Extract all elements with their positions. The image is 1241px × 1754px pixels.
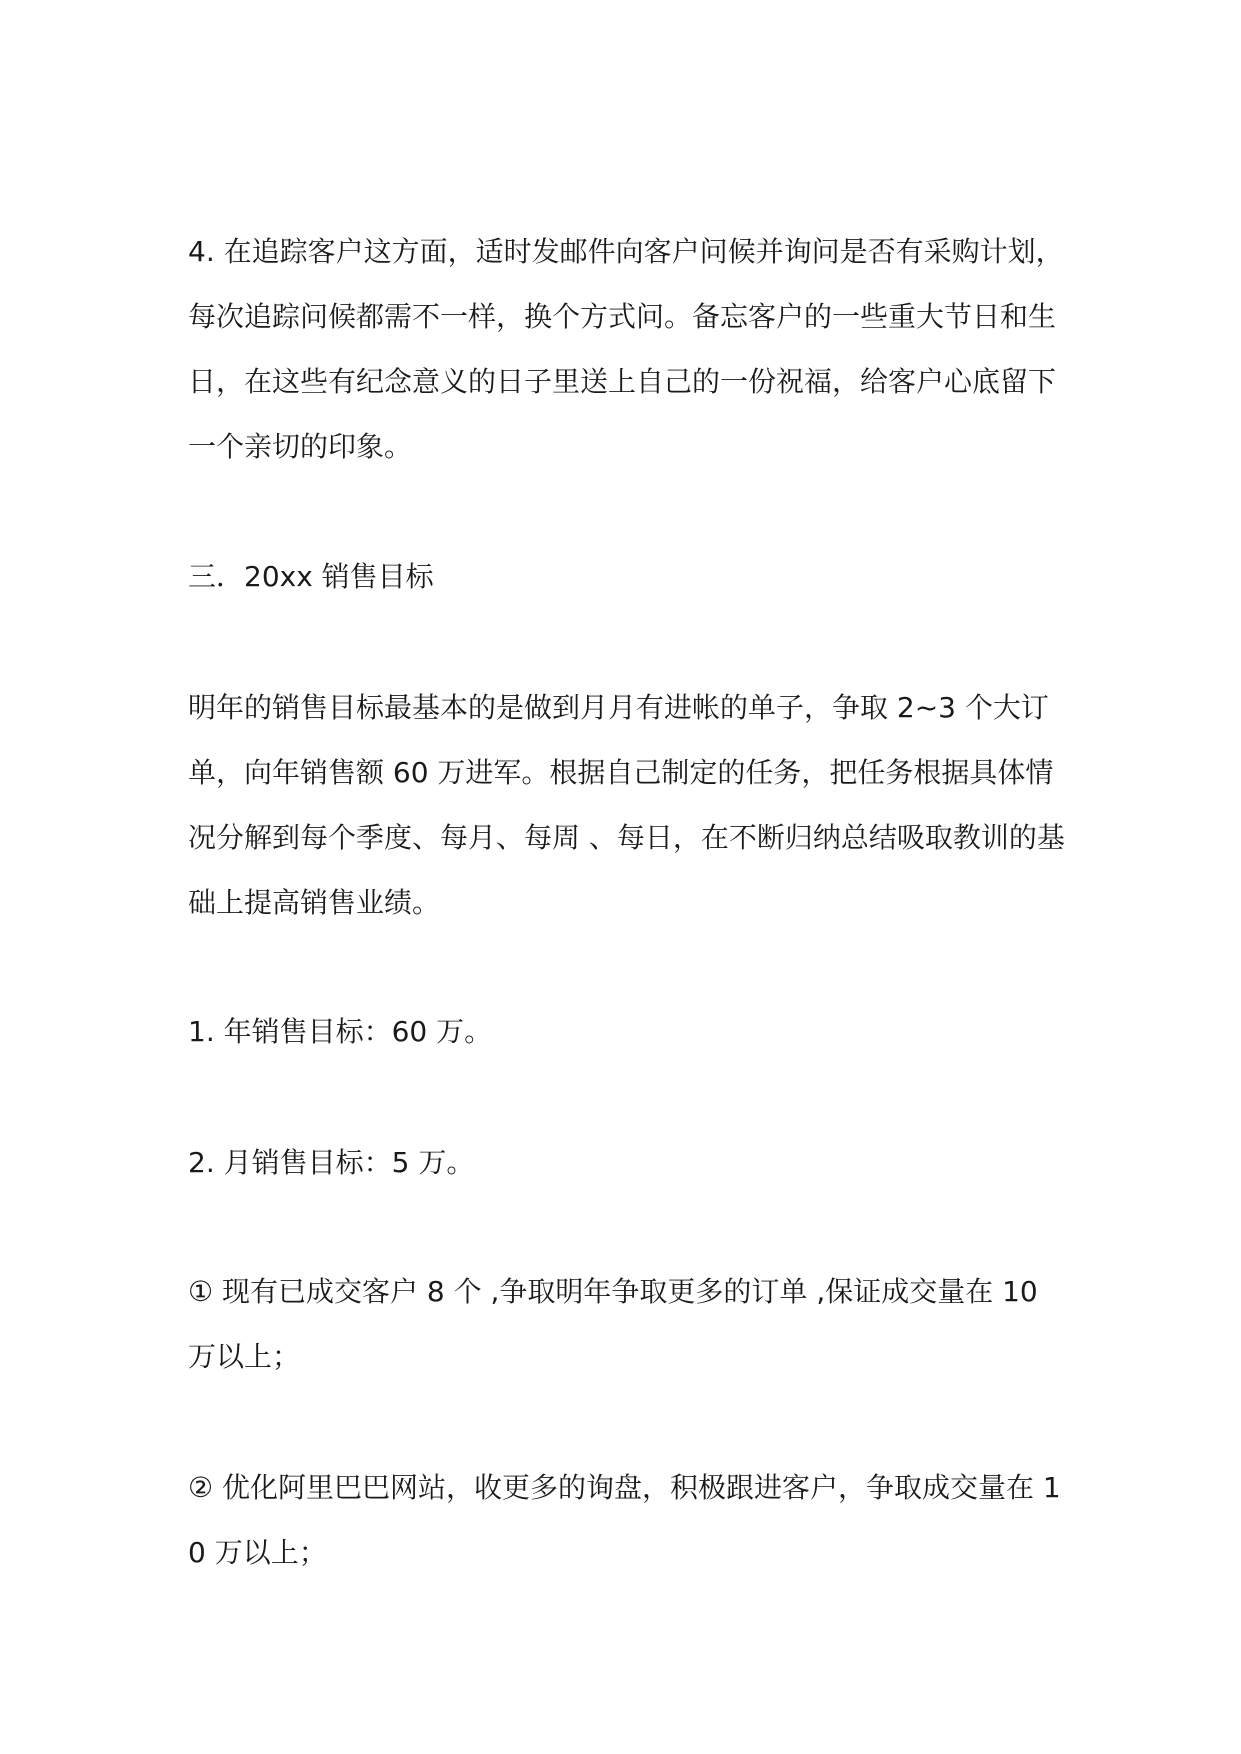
list-item-alibaba-optimization: ② 优化阿里巴巴网站，收更多的询盘，积极跟进客户，争取成交量在 10 万以上； [188, 1471, 1061, 1569]
list-item-annual-target: 1. 年销售目标：60 万。 [188, 1015, 493, 1048]
paragraph-sales-target-summary: 明年的销售目标最基本的是做到月月有进帐的单子，争取 2~3 个大订单，向年销售额 60 万进军。根据自己制定的任务，把任务根据具体情况分解到每个季度、每月、每周 、每日，在不断归纳总结吸取教训的基础上提高销售业绩。 [188, 691, 1065, 919]
paragraph-customer-follow-up: 4. 在追踪客户这方面，适时发邮件向客户问候并询问是否有采购计划，每次追踪问候都需不一样，换个方式问。备忘客户的一些重大节日和生日，在这些有纪念意义的日子里送上自己的一份祝福，给客户心底留下一个亲切的印象。 [188, 235, 1064, 463]
list-item-monthly-target: 2. 月销售目标：5 万。 [188, 1146, 475, 1179]
list-item-existing-clients: ① 现有已成交客户 8 个 ,争取明年争取更多的订单 ,保证成交量在 10 万以上； [188, 1275, 1038, 1373]
section-heading-sales-target: 三．20xx 销售目标 [188, 560, 434, 593]
